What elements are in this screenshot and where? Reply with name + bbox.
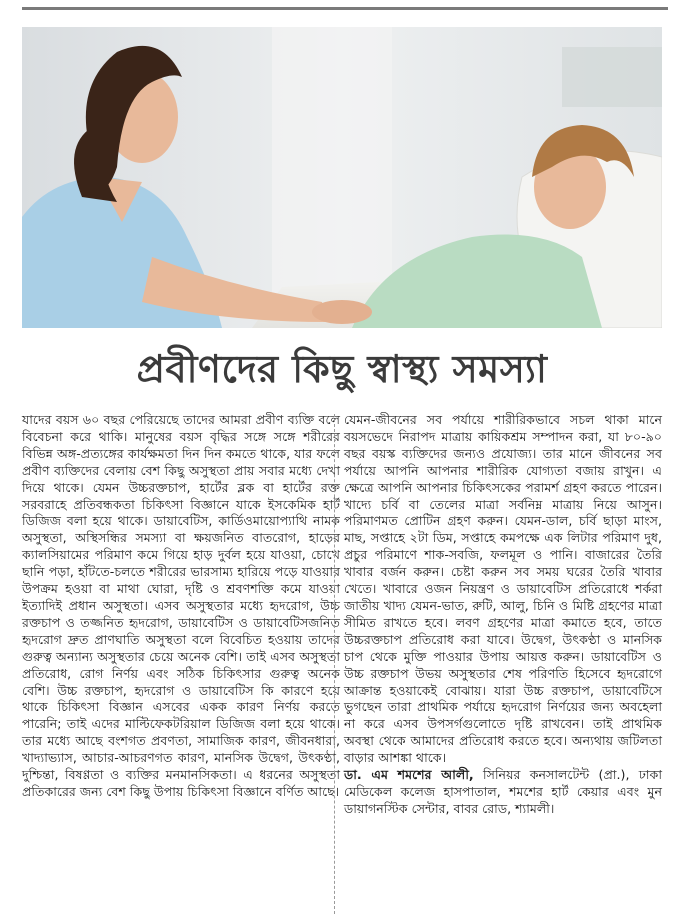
column-divider [334,414,336,914]
author-details: সিনিয়র কনসালটেন্ট (প্রা.), ঢাকা মেডিকেল কলেজ হাসপাতাল, শমশের হার্ট কেয়ার এবং মুন ডায়াগনস্টিক সেন্টার, বাবর রোড, শ্যামলী। [344,767,662,816]
article-column-right [344,412,662,818]
article-column-left [22,412,340,801]
top-rule [22,7,668,10]
article-photo [22,27,662,328]
author-signature [344,767,662,818]
article-paragraph: যেমন-জীবনের সব পর্যায়ে শারীরিকভাবে সচল থাকা মানে বয়সভেদে নিরাপদ মাত্রায় কায়িকশ্রম সম্পাদন করা, যা ৮০-৯০ বছর বয়স্ক ব্যক্তিদের জন্যও প্রযোজ্য। তার মানে জীবনের সব পর্যায়ে আপনি আপনার শারীরিক যোগ্যতা বজায় রাখুন। এ ক্ষেত্রে আপনি আপনার চিকিৎসকের পরামর্শ গ্রহণ করতে পারেন। খাদ্যে চর্বি বা তেলের মাত্রা সর্বনিম্ন মাত্রায় নিয়ে আসুন। পরিমাণমত প্রোটিন গ্রহণ করুন। যেমন-ডাল, চর্বি ছাড়া মাংস, মাছ, সপ্তাহে ২টা ডিম, সপ্তাহে কমপক্ষে এক লিটার পরিমাণ দুধ, প্রচুর পরিমাণে শাক-সবজি, ফলমূল ও পানি। বাজারের তৈরি খাবার বর্জন করুন। চেষ্টা করুন সব সময় ঘরের তৈরি খাবার খেতে। খাবারে ওজন নিয়ন্ত্রণ ও ডায়াবেটিস প্রতিরোধে শর্করা জাতীয় খাদ্য যেমন-ভাত, রুটি, আলু, চিনি ও মিষ্টি গ্রহণের মাত্রা সীমিত রাখতে হবে। লবণ গ্রহণের মাত্রা কমাতে হবে, তাতে উচ্চরক্তচাপ প্রতিরোধ করা যাবে। উদ্বেগ, উৎকণ্ঠা ও মানসিক চাপ থেকে মুক্তি পাওয়ার উপায় আয়ত্ত করুন। ডায়াবেটিস ও উচ্চ রক্তচাপ উভয় অসুস্থতার শেষ পরিণতি হিসেবে হৃদরোগে আক্রান্ত হওয়াকেই বোঝায়। যারা উচ্চ রক্তচাপ, ডায়াবেটিসে ভুগছেন তারা প্রাথমিক পর্যায়ে হৃদরোগ নির্ণয়ের জন্য অবহেলা না করে এসব উপসর্গগুলোতে দৃষ্টি রাখবেন। তাই প্রাথমিক অবস্থা থেকে আমাদের প্রতিরোধ করতে হবে। অন্যথায় জটিলতা বাড়ার আশঙ্কা থাকে। [344,412,662,766]
article-headline: প্রবীণদের কিছু স্বাস্থ্য সমস্যা [136,346,548,391]
author-name: ডা. এম শমশের আলী, [344,767,474,783]
photo-caregiver-and-elderly-patient [22,27,662,328]
article-paragraph: যাদের বয়স ৬০ বছর পেরিয়েছে তাদের আমরা প্রবীণ ব্যক্তি বলে বিবেচনা করে থাকি। মানুষের বয়স বৃদ্ধির সঙ্গে সঙ্গে শরীরের বিভিন্ন অঙ্গ-প্রত্যঙ্গের কার্যক্ষমতা দিন দিন কমতে থাকে, যার ফলে প্রবীণ ব্যক্তিদের বেলায় বেশ কিছু অসুস্থতা প্রায় সবার মধ্যে দেখা দিয়ে থাকে। যেমন উচ্চরক্তচাপ, হার্টের ব্লক বা হার্টের রক্ত সরবরাহে প্রতিবন্ধকতা চিকিৎসা বিজ্ঞানে যাকে ইসকেমিক হার্ট ডিজিজ বলা হয়ে থাকে। ডায়াবেটিস, কার্ডিওমায়োপ্যাথি নামক অসুস্থতা, অস্থিসন্ধির সমস্যা বা ক্ষয়জনিত বাতরোগ, হাড়ের ক্যালসিয়ামের পরিমাণ কমে গিয়ে হাড় দুর্বল হয়ে যাওয়া, চোখে ছানি পড়া, হাঁটতে-চলতে শরীরের ভারসাম্য হারিয়ে পড়ে যাওয়ার উপক্রম হওয়া বা মাথা ঘোরা, দৃষ্টি ও শ্রবণশক্তি কমে যাওয়া ইত্যাদিই প্রধান অসুস্থতা। এসব অসুস্থতার মধ্যে হৃদরোগ, উচ্চ রক্তচাপ ও তজ্জনিত হৃদরোগ, ডায়াবেটিস ও ডায়াবেটিসজনিত হৃদরোগ দ্রুত প্রাণঘাতি অসুস্থতা বলে বিবেচিত হওয়ায় তাদের গুরুত্ব অন্যান্য অসুস্থতার চেয়ে অনেক বেশি। তাই এসব অসুস্থতা প্রতিরোধ, রোগ নির্ণয় এবং সঠিক চিকিৎসার গুরুত্ব অনেক বেশি। উচ্চ রক্তচাপ, হৃদরোগ ও ডায়াবেটিস কি কারণে হয়ে থাকে চিকিৎসা বিজ্ঞান এসবের একক কারণ নির্ণয় করতে পারেনি; তাই এদের মাল্টিফেকটরিয়াল ডিজিজ বলা হয়ে থাকে। তার মধ্যে আছে বংশগত প্রবণতা, সামাজিক কারণ, জীবনধারা, খাদ্যাভ্যাস, আচার-আচরণগত কারণ, মানসিক উদ্বেগ, উৎকণ্ঠা, দুশ্চিন্তা, বিষণ্ণতা ও ব্যক্তির মনমানসিকতা। এ ধরনের অসুস্থতা প্রতিকারের জন্য বেশ কিছু উপায় চিকিৎসা বিজ্ঞানে বর্ণিত আছে। [22,412,340,799]
